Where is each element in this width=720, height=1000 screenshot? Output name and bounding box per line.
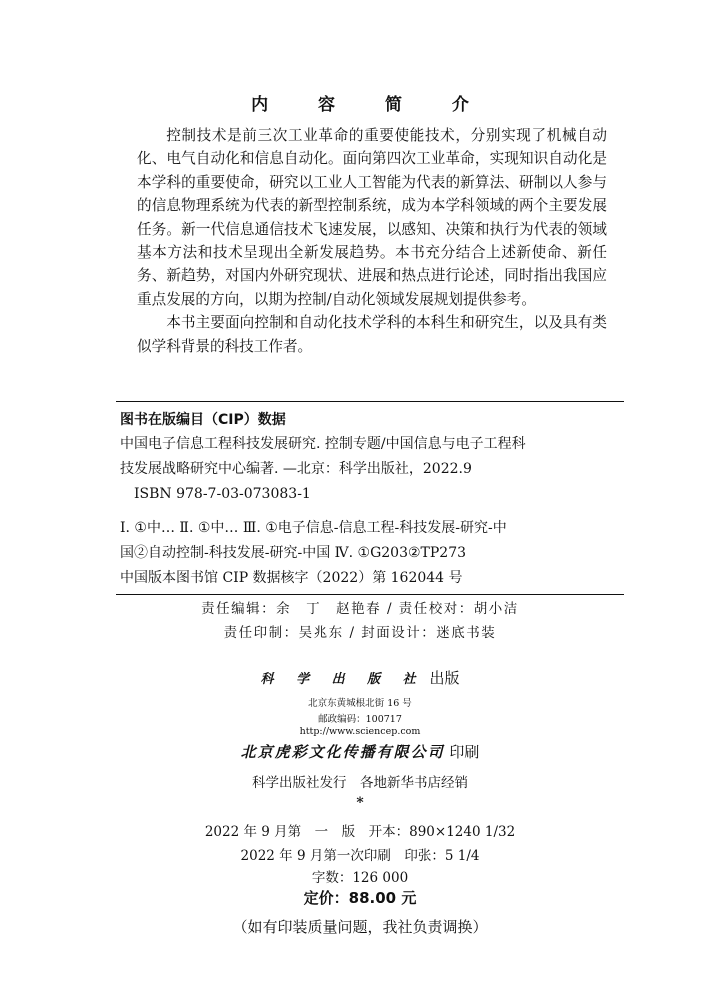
publisher-line (0, 667, 720, 688)
cip-title-line-1: 中国电子信息工程科技发展研究. 控制专题/中国信息与电子工程科 (120, 436, 526, 452)
publisher-postcode: 邮政编码：100717 (318, 714, 402, 725)
cip-classification-line-2: 国②自动控制-科技发展-研究-中国 Ⅳ. ①G203②TP273 (120, 545, 467, 561)
summary-paragraph-2: 本书主要面向控制和自动化技术学科的本科生和研究生，以及具有类似学科背景的科技工作者。 (137, 314, 607, 355)
cip-top-divider (116, 401, 624, 402)
summary-title: 内 容 简 介 (251, 95, 491, 115)
cip-record-number: 中国版本图书馆 CIP 数据核字（2022）第 162044 号 (120, 570, 463, 586)
distribution-line: 科学出版社发行 各地新华书店经销 (252, 775, 468, 791)
cip-classification-line-1: Ⅰ. ①中… Ⅱ. ①中… Ⅲ. ①电子信息-信息工程-科技发展-研究-中 (120, 520, 507, 536)
summary-paragraph-1: 控制技术是前三次工业革命的重要使能技术，分别实现了机械自动化、电气自动化和信息自动化。面向第四次工业革命，实现知识自动化是本学科的重要使命，研究以工业人工智能为代表的新算法、研制以人参与的信息物理系统为代表的新型控制系统，成为本学科领域的两个主要发展任务。新一代信息通信技术飞速发展，以感知、决策和执行为代表的领域基本方法和技术呈现出全新发展趋势。本书充分结合上述新使命、新任务、新趋势，对国内外研究现状、进展和热点进行论述，同时指出我国应重点发展的方向，以期为控制/自动化领域发展规划提供参考。 (137, 127, 607, 308)
publisher-website: http://www.sciencep.com (299, 726, 421, 737)
price-line: 定价：88.00 元 (303, 889, 417, 907)
publisher-name: 科 学 出 版 社 (260, 672, 425, 687)
editor-credits: 责任编辑：余 丁 赵艳春 / 责任校对：胡小洁 (201, 601, 519, 617)
word-count-line: 字数：126 000 (311, 870, 409, 886)
printer-role: 印刷 (449, 743, 480, 761)
printing-sheets-line: 2022 年 9 月第一次印刷 印张：5 1/4 (240, 848, 480, 864)
edition-format-line: 2022 年 9 月第 一 版 开本：890×1240 1/32 (204, 824, 516, 840)
publisher-role: 出版 (429, 669, 460, 687)
summary-text (137, 124, 607, 358)
quality-notice: （如有印装质量问题，我社负责调换） (232, 918, 488, 936)
production-credits: 责任印制：吴兆东 / 封面设计：迷底书装 (223, 625, 497, 641)
publisher-address: 北京东黄城根北街 16 号 (308, 698, 412, 709)
cip-isbn: ISBN 978-7-03-073083-1 (134, 486, 311, 502)
section-separator: * (356, 795, 364, 811)
cip-record (120, 432, 620, 591)
printer-line (0, 741, 720, 762)
cip-title-line-2: 技发展战略研究中心编著. —北京：科学出版社，2022.9 (120, 461, 472, 477)
cip-heading: 图书在版编目（CIP）数据 (120, 412, 286, 428)
printer-name: 北京虎彩文化传播有限公司 (240, 743, 445, 761)
cip-bottom-divider (116, 594, 624, 595)
